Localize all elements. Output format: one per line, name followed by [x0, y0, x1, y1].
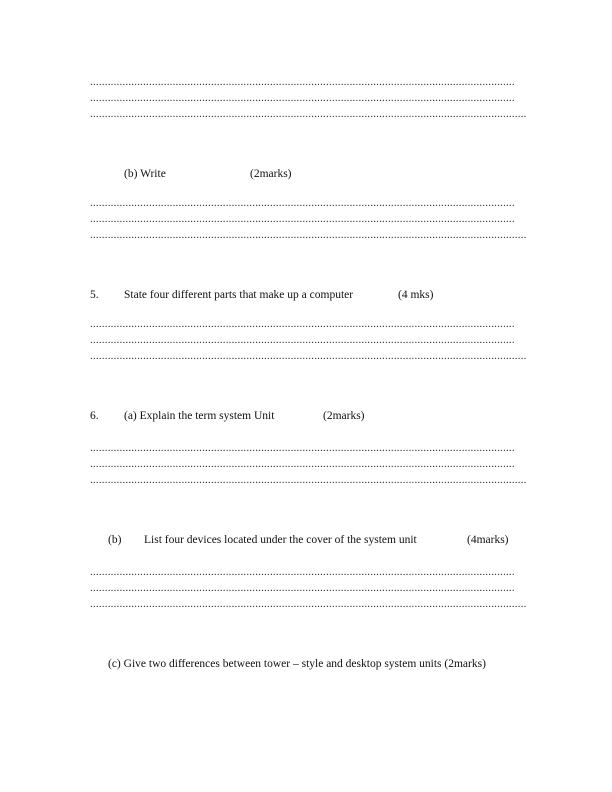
answer-line: ................................................................................................................................................ — [90, 76, 515, 88]
question-6c-text: (c) Give two differences between tower – style and desktop system units (2marks) — [108, 658, 486, 670]
question-5-text: State four different parts that make up a computer — [124, 289, 354, 301]
answer-line: ................................................................................................................................................ — [90, 458, 515, 470]
answer-line: ................................................................................................................................................ — [90, 92, 515, 104]
question-5-number: 5. — [90, 289, 99, 301]
question-6-number: 6. — [90, 410, 99, 422]
answer-line: .................................................................................................................................................... — [90, 108, 527, 120]
answer-line: ................................................................................................................................................ — [90, 213, 515, 225]
answer-line: .................................................................................................................................................... — [90, 229, 527, 241]
question-4b-label: (b) Write — [124, 168, 166, 180]
answer-line: ................................................................................................................................................ — [90, 334, 515, 346]
answer-line: .................................................................................................................................................... — [90, 350, 527, 362]
question-4b-marks: (2marks) — [250, 168, 292, 180]
answer-line: ................................................................................................................................................ — [90, 442, 515, 454]
question-6a-marks: (2marks) — [323, 410, 365, 422]
answer-line: ................................................................................................................................................ — [90, 318, 515, 330]
answer-line: ................................................................................................................................................ — [90, 197, 515, 209]
answer-line: .................................................................................................................................................... — [90, 474, 527, 486]
question-6b-label: (b) — [108, 534, 122, 546]
question-6a-text: (a) Explain the term system Unit — [124, 410, 275, 422]
question-5-marks: (4 mks) — [398, 289, 434, 301]
answer-line: ................................................................................................................................................ — [90, 582, 515, 594]
answer-line: ................................................................................................................................................ — [90, 566, 515, 578]
answer-line: .................................................................................................................................................... — [90, 598, 527, 610]
question-6b-text: List four devices located under the cover of the system unit — [144, 534, 417, 546]
question-6b-marks: (4marks) — [467, 534, 509, 546]
